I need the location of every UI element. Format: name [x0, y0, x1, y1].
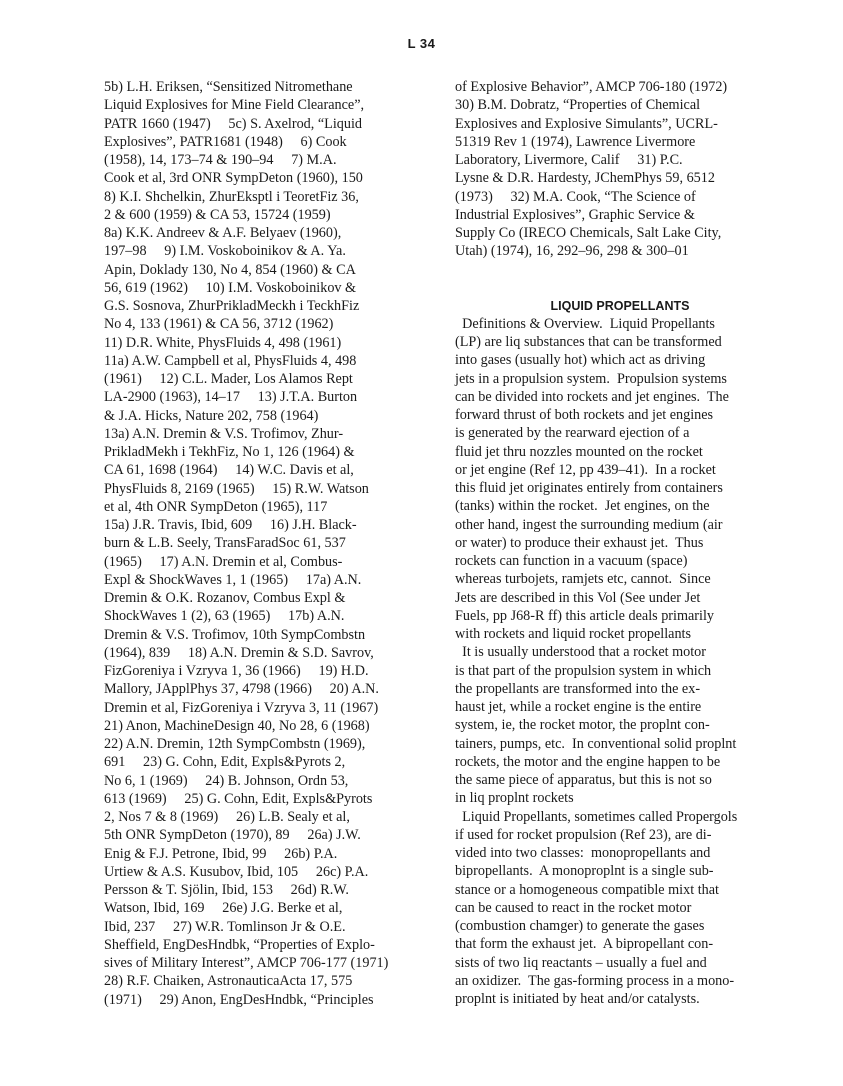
body-text-line: (combustion chamger) to generate the gases [455, 918, 705, 934]
body-text-line: (tanks) within the rocket. Jet engines, on the [455, 498, 710, 515]
body-text-line: or water) to produce their exhaust jet. Thus [455, 534, 704, 551]
body-text-line: whereas turbojets, ramjets etc, cannot. Since [455, 571, 711, 588]
reference-line: CA 61, 1698 (1964) 14) W.C. Davis et al, [104, 462, 354, 479]
body-text-line: stance or a homogeneous compatible mixt that [455, 881, 719, 898]
body-text-line: into gases (usually hot) which act as driving [455, 352, 706, 369]
section-body [455, 315, 775, 1009]
body-text-line: in liq proplnt rockets [455, 790, 574, 807]
body-text-line: bipropellants. A monoproplnt is a single sub- [455, 863, 714, 880]
body-text-line: tainers, pumps, etc. In conventional solid proplnt [455, 735, 737, 752]
body-text-line: haust jet, while a rocket engine is the entire [455, 699, 702, 715]
right-column [455, 78, 775, 1008]
reference-line: of Explosive Behavior”, AMCP 706-180 (1972) [455, 79, 728, 95]
body-text-line: the propellants are transformed into the ex- [455, 680, 701, 697]
left-column [104, 78, 404, 1009]
body-text-line: with rockets and liquid rocket propellants [455, 626, 692, 642]
reference-line: Sheffield, EngDesHndbk, “Properties of Explo- [104, 936, 375, 953]
reference-line: 691 23) G. Cohn, Edit, Expls&Pyrots 2, [104, 754, 346, 771]
body-text-line: an oxidizer. The gas-forming process in a mono- [455, 972, 735, 989]
body-text-line: the same piece of apparatus, but this is not so [455, 772, 712, 788]
reference-line: 11a) A.W. Campbell et al, PhysFluids 4, 498 [104, 352, 357, 369]
reference-line: 21) Anon, MachineDesign 40, No 28, 6 (1968) [104, 717, 370, 734]
body-text-line: proplnt is initiated by heat and/or catalysts. [455, 991, 700, 1007]
reference-line: Explosives”, PATR1681 (1948) 6) Cook [104, 133, 347, 150]
reference-line: burn & L.B. Seely, TransFaradSoc 61, 537 [104, 535, 346, 552]
reference-line: sives of Military Interest”, AMCP 706-177 (1971) [104, 955, 389, 971]
reference-line: Utah) (1974), 16, 292–96, 298 & 300–01 [455, 243, 689, 260]
reference-line: 5b) L.H. Eriksen, “Sensitized Nitromethane [104, 79, 353, 95]
reference-line: Urtiew & A.S. Kusubov, Ibid, 105 26c) P.A. [104, 863, 369, 880]
body-text-line: if used for rocket propulsion (Ref 23), are di- [455, 826, 712, 843]
body-text-line: (LP) are liq substances that can be transformed [455, 334, 722, 350]
reference-line: Supply Co (IRECO Chemicals, Salt Lake City, [455, 225, 722, 241]
reference-line: 8) K.I. Shchelkin, ZhurEksptl i TeoretFiz 36, [104, 188, 359, 205]
reference-line: 197–98 9) I.M. Voskoboinikov & A. Ya. [104, 243, 346, 260]
body-text-line: vided into two classes: monopropellants and [455, 845, 711, 861]
reference-line: Industrial Explosives”, Graphic Service & [455, 206, 695, 223]
reference-line: No 6, 1 (1969) 24) B. Johnson, Ordn 53, [104, 772, 349, 789]
body-text-line: is generated by the rearward ejection of a [455, 425, 690, 442]
body-text-line: forward thrust of both rockets and jet engines [455, 407, 714, 423]
body-text-line: rockets, the motor and the engine happen to be [455, 753, 721, 770]
body-text-line: Definitions & Overview. Liquid Propellants [455, 315, 715, 332]
reference-line: Dremin & O.K. Rozanov, Combus Expl & [104, 590, 346, 606]
reference-line: & J.A. Hicks, Nature 202, 758 (1964) [104, 407, 319, 424]
reference-line: 56, 619 (1962) 10) I.M. Voskoboinikov & [104, 279, 357, 296]
reference-line: (1965) 17) A.N. Dremin et al, Combus- [104, 553, 343, 570]
body-text-line: Liquid Propellants, sometimes called Propergols [455, 808, 738, 825]
body-text-line: other hand, ingest the surrounding medium (air [455, 516, 723, 533]
body-text-line: system, ie, the rocket motor, the proplnt con- [455, 717, 710, 734]
reference-line: ShockWaves 1 (2), 63 (1965) 17b) A.N. [104, 608, 345, 625]
reference-line: 2 & 600 (1959) & CA 53, 15724 (1959) [104, 206, 331, 223]
reference-line: 613 (1969) 25) G. Cohn, Edit, Expls&Pyrots [104, 790, 373, 807]
body-text-line: is that part of the propulsion system in which [455, 662, 712, 679]
reference-line: (1973) 32) M.A. Cook, “The Science of [455, 188, 696, 205]
reference-line: Mallory, JApplPhys 37, 4798 (1966) 20) A.N. [104, 681, 379, 698]
reference-line: PhysFluids 8, 2169 (1965) 15) R.W. Watson [104, 480, 369, 497]
reference-line: Laboratory, Livermore, Calif 31) P.C. [455, 152, 683, 168]
reference-line: FizGoreniya i Vzryva 1, 36 (1966) 19) H.D. [104, 663, 369, 679]
reference-line: Persson & T. Sjölin, Ibid, 153 26d) R.W. [104, 882, 349, 898]
body-text-line: It is usually understood that a rocket motor [455, 644, 706, 661]
reference-line: 5th ONR SympDeton (1970), 89 26a) J.W. [104, 827, 361, 844]
reference-line: Dremin et al, FizGoreniya i Vzryva 3, 11 (1967) [104, 699, 379, 716]
reference-line: Liquid Explosives for Mine Field Clearance”, [104, 97, 365, 114]
reference-line: Expl & ShockWaves 1, 1 (1965) 17a) A.N. [104, 571, 362, 588]
reference-line: 15a) J.R. Travis, Ibid, 609 16) J.H. Black- [104, 517, 357, 533]
reference-line: Apin, Doklady 130, No 4, 854 (1960) & CA [104, 261, 356, 278]
reference-line: 28) R.F. Chaiken, AstronauticaActa 17, 575 [104, 973, 353, 990]
reference-line: Dremin & V.S. Trofimov, 10th SympCombstn [104, 626, 366, 643]
body-text-line: can be divided into rockets and jet engines. The [455, 388, 729, 405]
reference-line: Lysne & D.R. Hardesty, JChemPhys 59, 6512 [455, 170, 715, 187]
reference-line: (1958), 14, 173–74 & 190–94 7) M.A. [104, 152, 337, 168]
body-text-line: that form the exhaust jet. A bipropellant con- [455, 936, 714, 953]
body-text-line: or jet engine (Ref 12, pp 439–41). In a rocket [455, 461, 716, 478]
body-text-line: Jets are described in this Vol (See under Jet [455, 589, 701, 606]
reference-line: (1964), 839 18) A.N. Dremin & S.D. Savrov, [104, 644, 374, 661]
reference-line: 51319 Rev 1 (1974), Lawrence Livermore [455, 133, 696, 150]
reference-line: G.S. Sosnova, ZhurPrikladMeckh i TeckhFiz [104, 298, 360, 314]
body-text-line: Fuels, pp J68-R ff) this article deals primarily [455, 607, 715, 624]
reference-line: et al, 4th ONR SympDeton (1965), 117 [104, 498, 328, 515]
reference-line: Enig & F.J. Petrone, Ibid, 99 26b) P.A. [104, 845, 338, 862]
body-text-line: can be caused to react in the rocket motor [455, 899, 692, 916]
reference-line: Ibid, 237 27) W.R. Tomlinson Jr & O.E. [104, 918, 346, 935]
body-text-line: jets in a propulsion system. Propulsion systems [455, 370, 727, 387]
reference-line: PrikladMekh i TekhFiz, No 1, 126 (1964) & [104, 444, 355, 460]
reference-line: 30) B.M. Dobratz, “Properties of Chemical [455, 97, 701, 114]
reference-continuation [455, 78, 775, 261]
reference-line: Watson, Ibid, 169 26e) J.G. Berke et al, [104, 900, 343, 917]
page-number: L 34 [407, 36, 436, 51]
reference-line: 11) D.R. White, PhysFluids 4, 498 (1961) [104, 334, 342, 351]
section-heading: LIQUID PROPELLANTS [550, 298, 690, 313]
reference-line: Explosives and Explosive Simulants”, UCRL- [455, 115, 718, 132]
reference-line: 8a) K.K. Andreev & A.F. Belyaev (1960), [104, 225, 342, 241]
body-text-line: this fluid jet originates entirely from containers [455, 480, 723, 496]
reference-line: 13a) A.N. Dremin & V.S. Trofimov, Zhur- [104, 425, 344, 442]
body-text-line: sists of two liq reactants – usually a fuel and [455, 954, 707, 971]
reference-line: Cook et al, 3rd ONR SympDeton (1960), 150 [104, 170, 363, 187]
reference-line: 2, Nos 7 & 8 (1969) 26) L.B. Sealy et al, [104, 809, 350, 825]
body-text-line: fluid jet thru nozzles mounted on the rocket [455, 443, 703, 460]
body-text-line: rockets can function in a vacuum (space) [455, 553, 688, 569]
reference-line: PATR 1660 (1947) 5c) S. Axelrod, “Liquid [104, 115, 362, 132]
reference-line: No 4, 133 (1961) & CA 56, 3712 (1962) [104, 316, 334, 333]
reference-line: LA-2900 (1963), 14–17 13) J.T.A. Burton [104, 389, 358, 406]
reference-line: (1971) 29) Anon, EngDesHndbk, “Principles [104, 991, 374, 1008]
reference-line: 22) A.N. Dremin, 12th SympCombstn (1969), [104, 736, 366, 752]
reference-line: (1961) 12) C.L. Mader, Los Alamos Rept [104, 371, 353, 387]
